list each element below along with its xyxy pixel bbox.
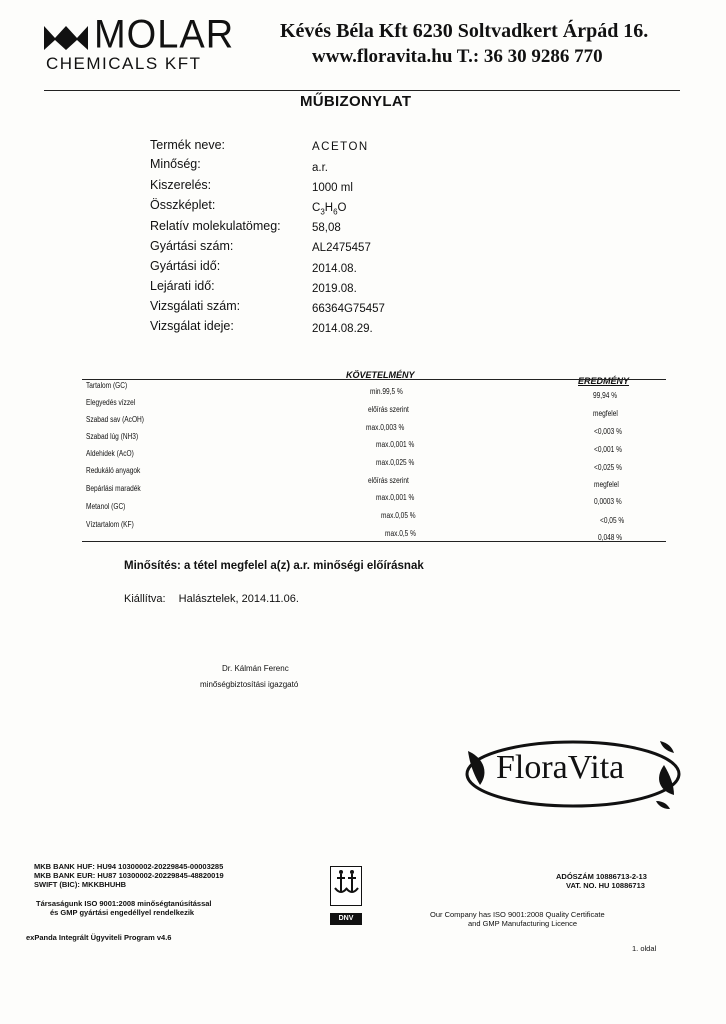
product-label: Gyártási szám:: [150, 239, 234, 253]
floravita-wordmark: FloraVita: [496, 749, 625, 786]
product-label: Vizsgálat ideje:: [150, 319, 234, 333]
table-cell-name: Metanol (GC): [86, 502, 126, 511]
product-value: 2019.08.: [312, 283, 357, 295]
product-value-formula: $C_3H_6O$: [312, 202, 347, 217]
table-cell-result: megfelel: [593, 409, 618, 418]
table-cell-name: Elegyedés vízzel: [86, 398, 136, 407]
table-top-rule: [82, 379, 666, 380]
product-value: 66364G75457: [312, 303, 385, 315]
product-label: Kiszerelés:: [150, 178, 212, 192]
product-value: a.r.: [312, 162, 328, 174]
signer-name: Dr. Kálmán Ferenc: [222, 664, 289, 673]
bank-eur: MKB BANK EUR: HU87 10300002-20229845-48820019: [34, 871, 224, 880]
table-cell-name: Tartalom (GC): [86, 381, 128, 390]
table-cell-requirement: max.0,001 %: [376, 440, 415, 449]
product-label: Lejárati idő:: [150, 279, 215, 293]
product-value: AL2475457: [312, 242, 371, 254]
page-number: 1. oldal: [632, 944, 657, 953]
table-cell-name: Redukáló anyagok: [86, 466, 141, 475]
product-value: 1000 ml: [312, 182, 353, 194]
swift-code: SWIFT (BIC): MKKBHUHB: [34, 880, 127, 889]
table-cell-requirement: max.0,003 %: [366, 423, 405, 432]
iso-statement-hu: Társaságunk ISO 9001:2008 minőségtanúsítással: [36, 899, 212, 908]
logo-molar: MOLAR: [94, 12, 235, 58]
table-cell-result: 0,0003 %: [594, 497, 622, 506]
bank-huf: MKB BANK HUF: HU94 10300002-20229845-00003285: [34, 862, 224, 871]
column-header-result: EREDMÉNY: [578, 376, 630, 386]
gmp-statement-en: and GMP Manufacturing Licence: [468, 919, 578, 928]
table-cell-result: <0,001 %: [594, 445, 622, 454]
floravita-logo: [460, 735, 686, 811]
signer-title: minőségbiztosítási igazgató: [200, 680, 299, 689]
logo-chemicals-kft: CHEMICALS KFT: [46, 54, 202, 73]
table-cell-requirement: előírás szerint: [368, 405, 409, 414]
issued-line: [124, 593, 299, 605]
product-value: 58,08: [312, 222, 341, 234]
table-cell-name: Szabad sav (AcOH): [86, 415, 144, 424]
issued-value: Halásztelek, 2014.11.06.: [178, 593, 299, 605]
product-value: ACETON: [312, 141, 369, 153]
table-cell-result: 99,94 %: [593, 391, 618, 400]
dnv-certification-logo: [330, 866, 362, 922]
molar-logo-icon: [44, 22, 88, 50]
software-label: exPanda Integrált Ügyviteli Program v4.6: [26, 933, 172, 942]
tax-number: ADÓSZÁM 10886713-2-13: [556, 872, 647, 881]
table-bottom-rule: [82, 541, 666, 542]
table-cell-result: <0,025 %: [594, 463, 622, 472]
table-cell-requirement: max.0,025 %: [376, 458, 415, 467]
product-label: Relatív molekulatömeg:: [150, 219, 281, 233]
table-cell-requirement: előírás szerint: [368, 476, 409, 485]
document-title: MŰBIZONYLAT: [300, 93, 412, 110]
table-cell-requirement: min.99,5 %: [370, 387, 403, 396]
distributor-contact: www.floravita.hu T.: 36 30 9286 770: [312, 46, 603, 67]
table-cell-name: Bepárlási maradék: [86, 484, 141, 493]
table-cell-name: Aldehidek (AcO): [86, 449, 134, 458]
table-cell-result: <0,05 %: [600, 516, 625, 525]
column-header-requirement: KÖVETELMÉNY: [346, 370, 415, 380]
dnv-label: DNV: [330, 913, 362, 925]
table-cell-requirement: max.0,001 %: [376, 493, 415, 502]
qualification-statement: Minősítés: a tétel megfelel a(z) a.r. minőségi előírásnak: [124, 560, 424, 572]
product-label: Gyártási idő:: [150, 259, 221, 273]
iso-statement-en: Our Company has ISO 9001:2008 Quality Certificate: [430, 910, 605, 919]
distributor-address: Kévés Béla Kft 6230 Soltvadkert Árpád 16.: [280, 20, 649, 42]
table-cell-requirement: max.0,5 %: [385, 529, 416, 538]
table-cell-name: Szabad lúg (NH3): [86, 432, 139, 441]
gmp-statement-hu: és GMP gyártási engedéllyel rendelkezik: [50, 908, 195, 917]
vat-number: VAT. NO. HU 10886713: [566, 881, 645, 890]
product-label: Vizsgálati szám:: [150, 299, 241, 313]
product-label: Termék neve:: [150, 138, 226, 152]
table-cell-name: Víztartalom (KF): [86, 520, 134, 529]
product-label: Összképlet:: [150, 198, 216, 212]
product-value: 2014.08.29.: [312, 323, 373, 335]
issued-label: Kiállítva:: [124, 593, 166, 605]
table-cell-result: 0,048 %: [598, 533, 623, 542]
product-value: 2014.08.: [312, 263, 357, 275]
table-cell-result: <0,003 %: [594, 427, 622, 436]
dnv-anchor-icon: [330, 866, 362, 906]
product-label: Minőség:: [150, 157, 201, 171]
table-cell-requirement: max.0,05 %: [381, 511, 416, 520]
table-cell-result: megfelel: [594, 480, 619, 489]
header-divider: [44, 90, 680, 91]
